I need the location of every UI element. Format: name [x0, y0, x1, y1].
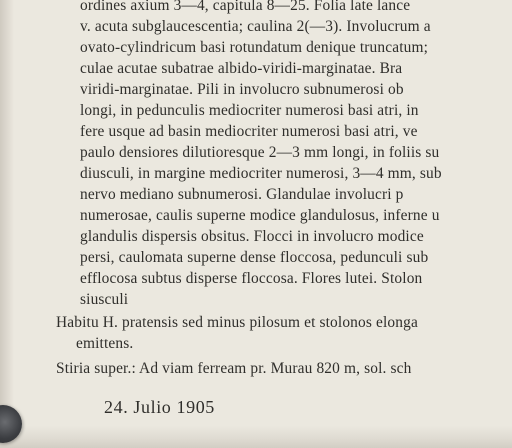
description-line: persi, caulomata superne dense floccosa, pedunculi sub — [80, 249, 429, 266]
habitus-line: emittens. — [76, 335, 134, 352]
description-line: glandulis dispersis obsitus. Flocci in involucro modice — [80, 228, 424, 245]
description-line: ordines axium 3—4, capitula 8—25. Folia late lance — [80, 0, 411, 14]
description-line: efflocosa subtus disperse floccosa. Flores lutei. Stolon — [80, 270, 423, 287]
description-line: longi, in pedunculis mediocriter numerosi basi atri, in — [80, 102, 419, 119]
description-line: fere usque ad basin mediocriter numerosi basi atri, ve — [80, 123, 418, 140]
description-line: numerosae, caulis superne modice glandulosus, inferne u — [80, 207, 440, 224]
description-line: viridi-marginatae. Pili in involucro subnumerosi ob — [80, 81, 404, 98]
description-line: culae acutae subatrae albido-viridi-marginatae. Bra — [80, 60, 403, 77]
habitus-line: Habitu H. pratensis sed minus pilosum et stolonos elonga — [56, 314, 418, 331]
description-line: nervo mediano subnumerosi. Glandulae involucri p — [80, 186, 404, 203]
description-line: ovato-cylindricum basi rotundatum denique truncatum; — [80, 39, 429, 56]
description-line: diusculi, in margine mediocriter numerosi, 3—4 mm, sub — [80, 165, 442, 182]
description-line: v. acuta subglaucescentia; caulina 2(—3). Involucrum a — [80, 18, 431, 35]
locality-line: Stiria super.: Ad viam ferream pr. Murau 820 m, sol. sch — [56, 360, 412, 377]
collection-date: 24. Julio 1905 — [104, 397, 215, 417]
description-line: paulo densiores dilutioresque 2—3 mm longi, in foliis su — [80, 144, 440, 161]
description-line: siusculi — [80, 291, 129, 308]
